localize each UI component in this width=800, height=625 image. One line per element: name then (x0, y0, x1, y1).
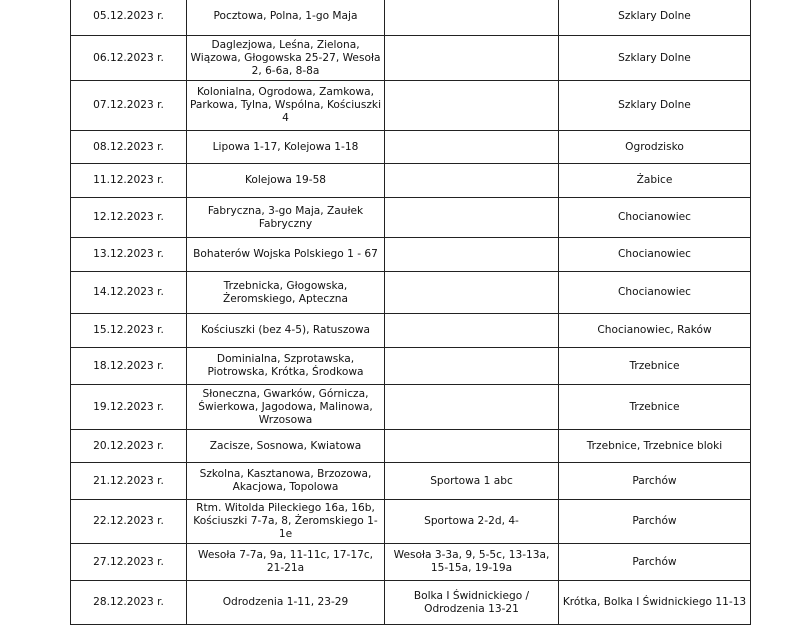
cell-date: 19.12.2023 r. (71, 385, 187, 430)
cell-area: Żabice (559, 164, 751, 198)
table-row (71, 348, 751, 385)
cell-date: 20.12.2023 r. (71, 430, 187, 463)
cell-streets: Wesoła 7-7a, 9a, 11-11c, 17-17c, 21-21a (187, 544, 385, 581)
cell-area: Trzebnice, Trzebnice bloki (559, 430, 751, 463)
cell-date: 12.12.2023 r. (71, 198, 187, 238)
cell-blocks (385, 198, 559, 238)
cell-streets: Fabryczna, 3-go Maja, Zaułek Fabryczny (187, 198, 385, 238)
cell-date: 15.12.2023 r. (71, 314, 187, 348)
table-row (71, 238, 751, 272)
cell-area: Chocianowiec (559, 272, 751, 314)
cell-blocks (385, 385, 559, 430)
cell-streets: Trzebnicka, Głogowska, Żeromskiego, Apteczna (187, 272, 385, 314)
cell-blocks: Sportowa 1 abc (385, 463, 559, 500)
cell-area: Parchów (559, 500, 751, 544)
cell-date: 21.12.2023 r. (71, 463, 187, 500)
cell-streets: Zacisze, Sosnowa, Kwiatowa (187, 430, 385, 463)
cell-streets: Lipowa 1-17, Kolejowa 1-18 (187, 131, 385, 164)
cell-date: 06.12.2023 r. (71, 36, 187, 81)
cell-area: Parchów (559, 544, 751, 581)
cell-blocks (385, 81, 559, 131)
cell-blocks (385, 238, 559, 272)
table-row (71, 164, 751, 198)
cell-area: Chocianowiec (559, 198, 751, 238)
cell-area: Krótka, Bolka I Świdnickiego 11-13 (559, 581, 751, 625)
table-row (71, 0, 751, 36)
cell-blocks: Wesoła 3-3a, 9, 5-5c, 13-13a, 15-15a, 19-19a (385, 544, 559, 581)
table-row (71, 131, 751, 164)
cell-date: 13.12.2023 r. (71, 238, 187, 272)
cell-area: Chocianowiec (559, 238, 751, 272)
cell-streets: Kolejowa 19-58 (187, 164, 385, 198)
cell-streets: Kolonialna, Ogrodowa, Zamkowa, Parkowa, Tylna, Wspólna, Kościuszki 4 (187, 81, 385, 131)
cell-area: Chocianowiec, Raków (559, 314, 751, 348)
cell-blocks (385, 272, 559, 314)
collection-schedule-table (70, 0, 751, 625)
cell-area: Szklary Dolne (559, 81, 751, 131)
cell-streets: Bohaterów Wojska Polskiego 1 - 67 (187, 238, 385, 272)
table-row (71, 198, 751, 238)
cell-blocks (385, 430, 559, 463)
cell-blocks: Sportowa 2-2d, 4- (385, 500, 559, 544)
cell-blocks (385, 131, 559, 164)
cell-streets: Daglezjowa, Leśna, Zielona, Wiązowa, Głogowska 25-27, Wesoła 2, 6-6a, 8-8a (187, 36, 385, 81)
cell-streets: Słoneczna, Gwarków, Górnicza, Świerkowa, Jagodowa, Malinowa, Wrzosowa (187, 385, 385, 430)
cell-area: Szklary Dolne (559, 36, 751, 81)
table-row (71, 81, 751, 131)
cell-date: 05.12.2023 r. (71, 0, 187, 36)
table-row (71, 544, 751, 581)
table-row (71, 314, 751, 348)
table-row (71, 463, 751, 500)
cell-date: 27.12.2023 r. (71, 544, 187, 581)
cell-date: 14.12.2023 r. (71, 272, 187, 314)
cell-area: Trzebnice (559, 385, 751, 430)
table-row (71, 430, 751, 463)
cell-streets: Rtm. Witolda Pileckiego 16a, 16b, Kościuszki 7-7a, 8, Żeromskiego 1-1e (187, 500, 385, 544)
table-row (71, 36, 751, 81)
table-row (71, 500, 751, 544)
cell-streets: Szkolna, Kasztanowa, Brzozowa, Akacjowa, Topolowa (187, 463, 385, 500)
cell-blocks (385, 36, 559, 81)
cell-date: 18.12.2023 r. (71, 348, 187, 385)
cell-date: 07.12.2023 r. (71, 81, 187, 131)
cell-date: 08.12.2023 r. (71, 131, 187, 164)
table-row (71, 385, 751, 430)
cell-area: Szklary Dolne (559, 0, 751, 36)
cell-date: 28.12.2023 r. (71, 581, 187, 625)
schedule-table-body (71, 0, 751, 625)
cell-streets: Kościuszki (bez 4-5), Ratuszowa (187, 314, 385, 348)
cell-area: Parchów (559, 463, 751, 500)
cell-blocks (385, 314, 559, 348)
cell-area: Ogrodzisko (559, 131, 751, 164)
cell-blocks: Bolka I Świdnickiego / Odrodzenia 13-21 (385, 581, 559, 625)
cell-blocks (385, 348, 559, 385)
cell-blocks (385, 0, 559, 36)
cell-streets: Pocztowa, Polna, 1-go Maja (187, 0, 385, 36)
cell-blocks (385, 164, 559, 198)
cell-date: 22.12.2023 r. (71, 500, 187, 544)
cell-area: Trzebnice (559, 348, 751, 385)
table-row (71, 581, 751, 625)
cell-streets: Odrodzenia 1-11, 23-29 (187, 581, 385, 625)
cell-date: 11.12.2023 r. (71, 164, 187, 198)
table-row (71, 272, 751, 314)
cell-streets: Dominialna, Szprotawska, Piotrowska, Krótka, Środkowa (187, 348, 385, 385)
